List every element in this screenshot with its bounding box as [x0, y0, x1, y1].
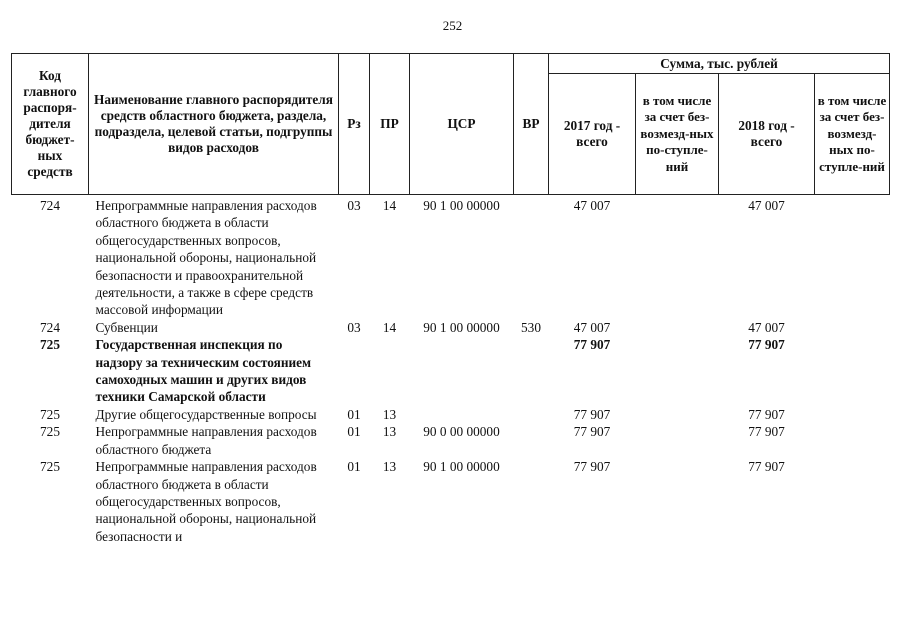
- row-vr: [514, 406, 549, 423]
- row-gratuitous-2018: [815, 195, 890, 319]
- table-row: [12, 336, 890, 406]
- row-sum-2018: 47 007: [748, 319, 785, 335]
- header-total-2017: 2017 год - всего: [549, 74, 636, 195]
- row-pr: 13: [382, 406, 397, 422]
- header-csr: ЦСР: [410, 54, 514, 195]
- row-pr: 13: [382, 424, 397, 440]
- row-vr: [514, 195, 549, 319]
- row-gratuitous-2017: [636, 336, 719, 406]
- row-sum-2018: 77 907: [748, 337, 785, 353]
- row-code: 725: [40, 406, 60, 422]
- row-rz: 03: [347, 319, 361, 335]
- row-csr: 90 1 00 00000: [423, 319, 500, 335]
- row-sum-2017: 77 907: [573, 406, 611, 422]
- row-csr: [410, 336, 514, 406]
- table-row: [12, 406, 890, 423]
- row-sum-2018: 47 007: [748, 198, 785, 213]
- row-pr: 13: [382, 459, 397, 475]
- row-rz: 01: [347, 406, 361, 422]
- row-sum-2017: 77 907: [573, 459, 611, 475]
- row-name: Другие общегосударственные вопросы: [95, 406, 317, 422]
- row-sum-2017: 77 907: [573, 337, 611, 353]
- header-pr: ПР: [370, 54, 410, 195]
- row-csr: 90 0 00 00000: [423, 424, 500, 440]
- table-header: [12, 54, 890, 195]
- header-gratuitous-2018: в том числе за счет без-возмезд-ных по-ступле-ний: [815, 74, 890, 195]
- header-rz: Рз: [339, 54, 370, 195]
- row-sum-2017: 47 007: [573, 198, 611, 213]
- row-code: 725: [40, 337, 60, 353]
- row-vr: [514, 458, 549, 545]
- row-code: 724: [40, 198, 60, 213]
- row-sum-2018: 77 907: [748, 459, 785, 475]
- row-gratuitous-2018: [815, 336, 890, 406]
- table-row: [12, 458, 890, 545]
- row-pr: [370, 336, 410, 406]
- row-sum-2017: 47 007: [573, 319, 611, 335]
- table-row: [12, 423, 890, 458]
- row-name: Непрограммные направления расходов областного бюджета в области общегосударственных вопросов, национальной обороны, национальной безопасности и: [95, 459, 317, 544]
- row-gratuitous-2017: [636, 423, 719, 458]
- row-vr: 530: [521, 319, 541, 335]
- table-row: [12, 195, 890, 319]
- row-pr: 14: [382, 198, 397, 213]
- row-rz: [339, 336, 370, 406]
- row-name: Субвенции: [95, 319, 158, 335]
- row-rz: 01: [347, 459, 361, 475]
- row-sum-2018: 77 907: [748, 424, 785, 440]
- row-name: Непрограммные направления расходов областного бюджета: [95, 424, 317, 457]
- budget-table: [11, 53, 890, 545]
- row-gratuitous-2017: [636, 319, 719, 336]
- row-vr: [514, 423, 549, 458]
- row-pr: 14: [382, 319, 397, 335]
- header-vr: ВР: [514, 54, 549, 195]
- table-row: [12, 319, 890, 336]
- row-gratuitous-2017: [636, 458, 719, 545]
- row-code: 724: [40, 319, 60, 335]
- row-vr: [514, 336, 549, 406]
- row-gratuitous-2018: [815, 406, 890, 423]
- row-gratuitous-2017: [636, 195, 719, 319]
- header-gratuitous-2017: в том числе за счет без-возмезд-ных по-ступле-ний: [636, 74, 719, 195]
- row-code: 725: [40, 459, 60, 475]
- row-sum-2017: 77 907: [573, 424, 611, 440]
- row-csr: [410, 406, 514, 423]
- row-rz: 01: [347, 424, 361, 440]
- row-rz: 03: [347, 198, 361, 213]
- row-gratuitous-2017: [636, 406, 719, 423]
- row-gratuitous-2018: [815, 458, 890, 545]
- row-name: Государственная инспекция по надзору за техническим состоянием самоходных машин и других видов техники Самарской области: [95, 337, 312, 405]
- header-sum: Сумма, тыс. рублей: [549, 54, 890, 74]
- row-name: Непрограммные направления расходов областного бюджета в области общегосударственных вопросов, национальной обороны, национальной безопасности и правоохранительной деятельности, а также в сфере средств массовой информации: [95, 198, 317, 318]
- table-body: [12, 195, 890, 546]
- row-csr: 90 1 00 00000: [423, 198, 500, 213]
- header-code: Код главного распоря-дителя бюджет-ных средств: [12, 54, 89, 195]
- page-number: 252: [442, 18, 463, 33]
- row-csr: 90 1 00 00000: [423, 459, 500, 475]
- row-sum-2018: 77 907: [748, 406, 785, 422]
- header-name: Наименование главного распорядителя средств областного бюджета, раздела, подраздела, целевой статьи, подгруппы видов расходов: [89, 54, 339, 195]
- row-gratuitous-2018: [815, 423, 890, 458]
- row-gratuitous-2018: [815, 319, 890, 336]
- row-code: 725: [40, 424, 60, 440]
- header-total-2018: 2018 год - всего: [719, 74, 815, 195]
